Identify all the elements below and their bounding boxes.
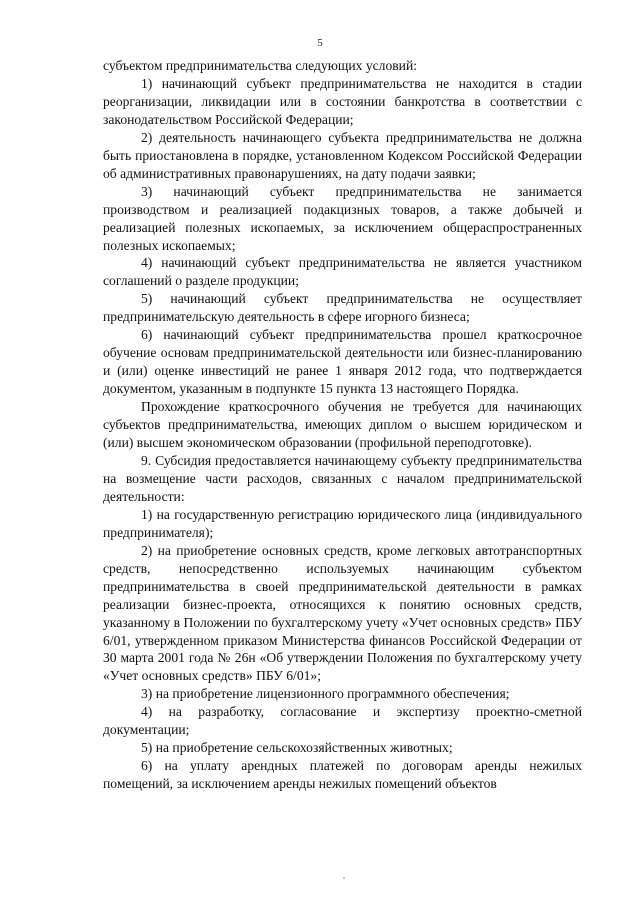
expense-item-2: 2) на приобретение основных средств, кроме легковых автотранспортных средств, непосредственно используемых начинающим субъектом предпринимательства в своей предпринимательской деятельности в рамках реализации бизнес-проекта, относящихся к понятию основных средств, указанному в Положении по бухгалтерскому учету «Учет основных средств» ПБУ 6/01, утвержденном приказом Министерства финансов Российской Федерации от 30 марта 2001 года № 26н «Об утверждении Положения по бухгалтерскому учету «Учет основных средств» ПБУ 6/01»; [103,542,582,684]
document-body [103,57,582,793]
training-exemption-paragraph: Прохождение краткосрочного обучения не требуется для начинающих субъектов предпринимательства, имеющих диплом о высшем юридическом и (или) высшем экономическом образовании (профильной переподготовке). [103,399,582,451]
clause-9-heading: 9. Субсидия предоставляется начинающему субъекту предпринимательства на возмещение части расходов, связанных с началом предпринимательской деятельности: [103,452,582,504]
condition-5: 5) начинающий субъект предпринимательства не осуществляет предпринимательскую деятельность в сфере игорного бизнеса; [103,291,582,325]
expense-item-3: 3) на приобретение лицензионного программного обеспечения; [141,686,510,702]
condition-1: 1) начинающий субъект предпринимательства не находится в стадии реорганизации, ликвидации или в состоянии банкротства в соответствии с законодательством Российской Федерации; [103,75,582,127]
paragraph-continuation: субъектом предпринимательства следующих условий: [103,58,418,73]
condition-4: 4) начинающий субъект предпринимательства не является участником соглашений о разделе продукции; [103,255,582,289]
expense-item-4: 4) на разработку, согласование и экспертизу проектно-сметной документации; [103,704,582,738]
page-number: 5 [317,37,323,49]
expense-item-5: 5) на приобретение сельскохозяйственных животных; [141,740,453,756]
condition-3: 3) начинающий субъект предпринимательства не занимается производством и реализацией подакцизных товаров, а также добычей и реализацией полезных ископаемых, за исключением общераспространенных полезных ископаемых; [103,183,582,253]
expense-item-1: 1) на государственную регистрацию юридического лица (индивидуального предпринимателя); [103,506,582,540]
expense-item-6: 6) на уплату арендных платежей по договорам аренды нежилых помещений, за исключением аренды нежилых помещений объектов [103,758,582,792]
condition-6: 6) начинающий субъект предпринимательства прошел краткосрочное обучение основам предпринимательской деятельности или бизнес-планированию и (или) оценке инвестиций не ранее 1 января 2012 года, что подтверждается документом, указанным в подпункте 15 пункта 13 настоящего Порядка. [103,327,582,397]
condition-2: 2) деятельность начинающего субъекта предпринимательства не должна быть приостановлена в порядке, установленном Кодексом Российской Федерации об административных правонарушениях, на дату подачи заявки; [103,129,582,181]
scan-speck [343,877,345,879]
